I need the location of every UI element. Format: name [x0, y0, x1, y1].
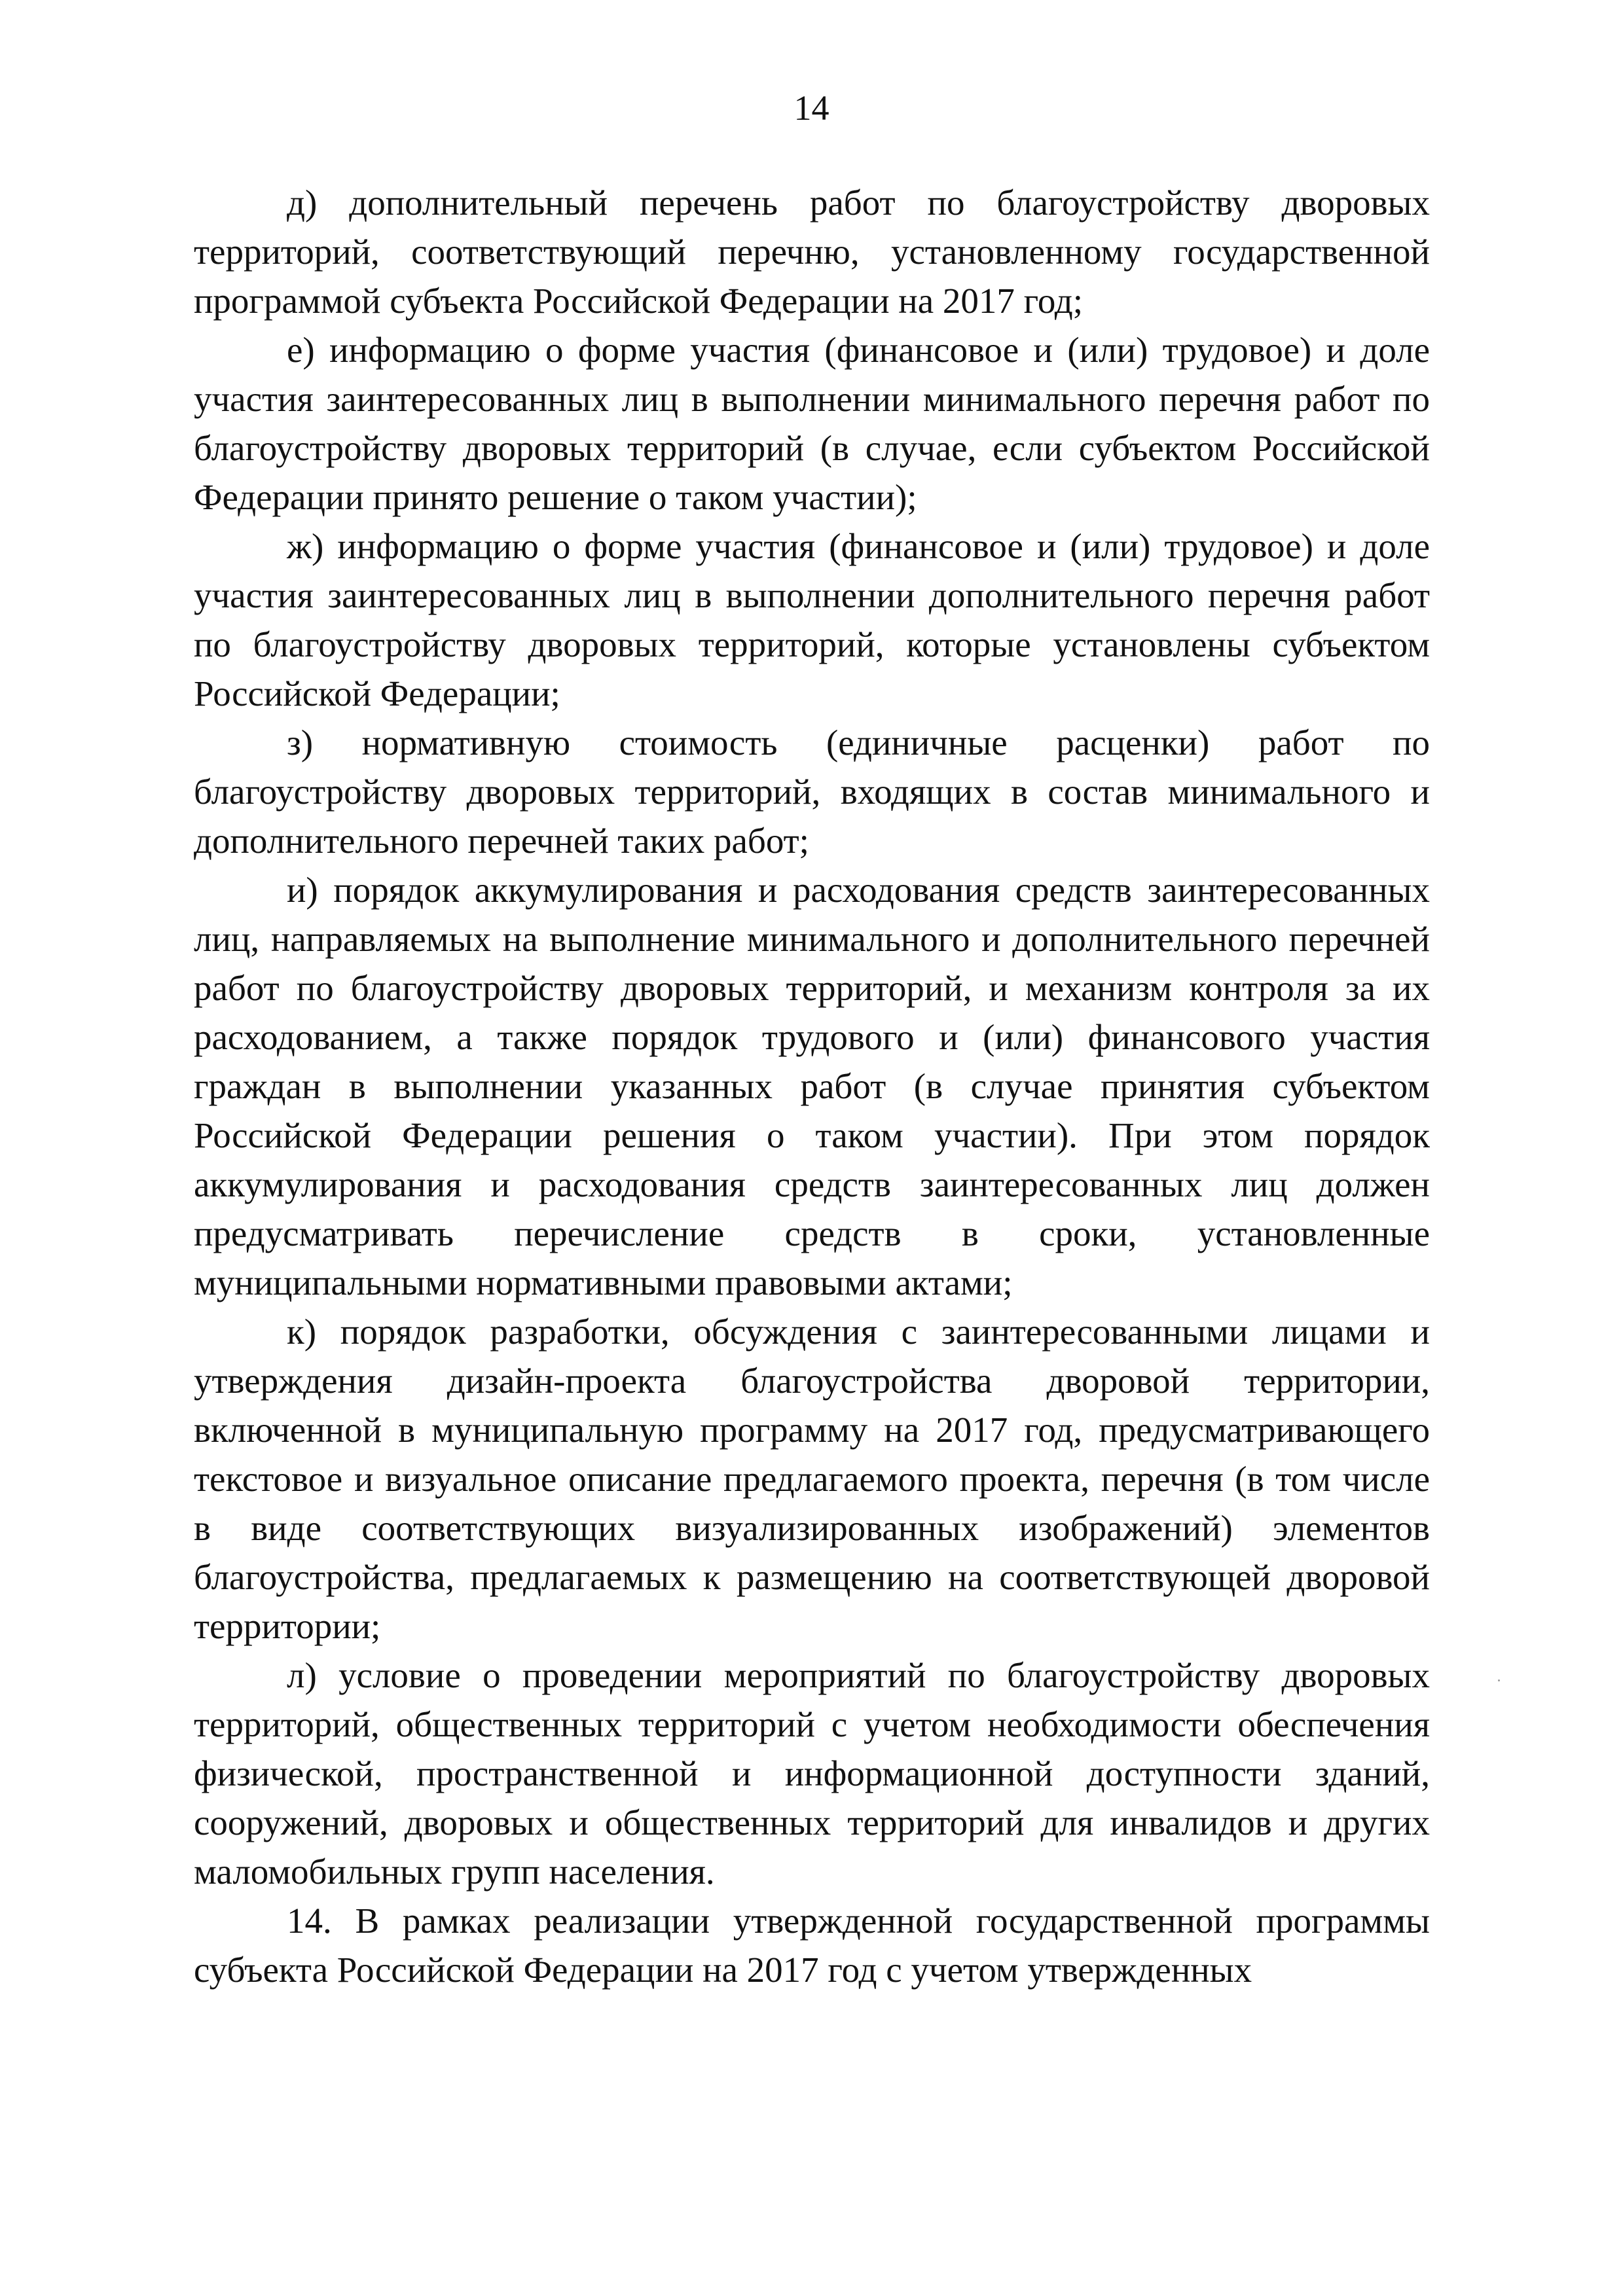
paragraph-zh: ж) информацию о форме участия (финансовое и (или) трудовое) и доле участия заинтересованных лиц в выполнении дополнительного перечня работ по благоустройству дворовых территорий, которые установлены субъектом Российской Федерации; — [194, 526, 1430, 713]
document-body — [194, 178, 1430, 1994]
paragraph-k: к) порядок разработки, обсуждения с заинтересованными лицами и утверждения дизайн-проекта благоустройства дворовой территории, включенной в муниципальную программу на 2017 год, предусматривающего текстовое и визуальное описание предлагаемого проекта, перечня (в том числе в виде соответствующих визуализированных изображений) элементов благоустройства, предлагаемых к размещению на соответствующей дворовой территории; — [194, 1312, 1430, 1646]
scan-speck — [1498, 1679, 1500, 1681]
paragraph-l: л) условие о проведении мероприятий по благоустройству дворовых территорий, общественных территорий с учетом необходимости обеспечения физической, пространственной и информационной доступности зданий, сооружений, дворовых и общественных территорий для инвалидов и других маломобильных групп населения. — [194, 1655, 1430, 1892]
page-number: 14 — [793, 88, 830, 128]
paragraph-i: и) порядок аккумулирования и расходования средств заинтересованных лиц, направляемых на выполнение минимального и дополнительного перечней работ по благоустройству дворовых территорий, и механизм контроля за их расходованием, а также порядок трудового и (или) финансового участия граждан в выполнении указанных работ (в случае принятия субъектом Российской Федерации решения о таком участии). При этом порядок аккумулирования и расходования средств заинтересованных лиц должен предусматривать перечисление средств в сроки, установленные муниципальными нормативными правовыми актами; — [194, 870, 1430, 1302]
paragraph-d: д) дополнительный перечень работ по благоустройству дворовых территорий, соответствующий перечню, установленному государственной программой субъекта Российской Федерации на 2017 год; — [194, 183, 1430, 321]
paragraph-14: 14. В рамках реализации утвержденной государственной программы субъекта Российской Федерации на 2017 год с учетом утвержденных — [194, 1901, 1430, 1990]
paragraph-e: е) информацию о форме участия (финансовое и (или) трудовое) и доле участия заинтересованных лиц в выполнении минимального перечня работ по благоустройству дворовых территорий (в случае, если субъектом Российской Федерации принято решение о таком участии); — [194, 330, 1430, 517]
paragraph-z: з) нормативную стоимость (единичные расценки) работ по благоустройству дворовых территорий, входящих в состав минимального и дополнительного перечней таких работ; — [194, 723, 1430, 861]
